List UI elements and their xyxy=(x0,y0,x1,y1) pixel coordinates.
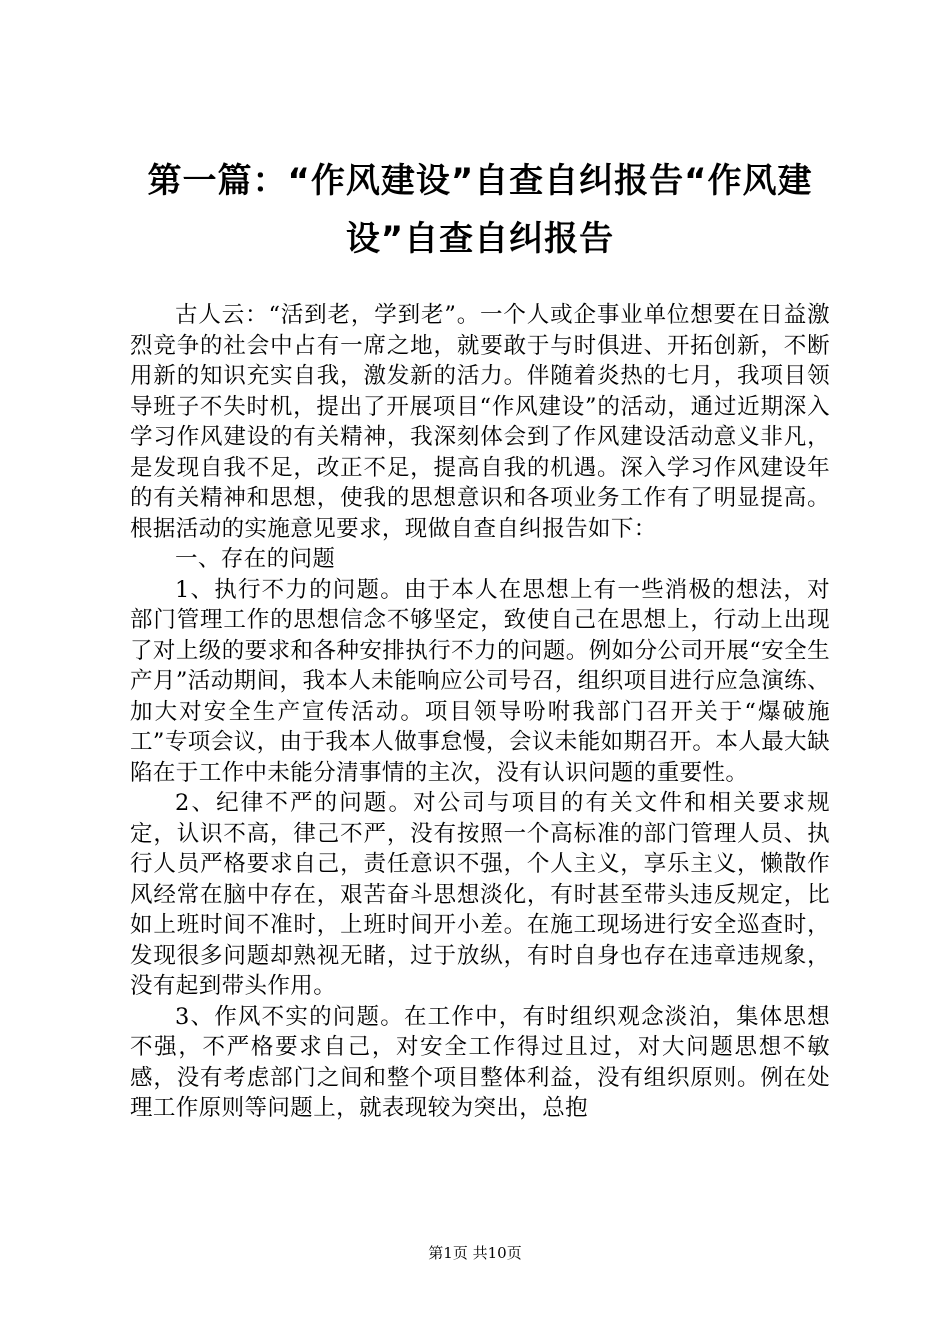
section-heading-problems: 一、存在的问题 xyxy=(175,546,336,572)
paragraph-intro: 古人云：“活到老，学到老”。一个人或企事业单位想要在日益激烈竞争的社会中占有一席之地，就要敢于与时俱进、开拓创新，不断用新的知识充实自我，激发新的活力。伴随着炎热的七月，我项目领导班子不失时机，提出了开展项目“作风建设”的活动，通过近期深入学习作风建设的有关精神，我深刻体会到了作风建设活动意义非凡，是发现自我不足，改正不足，提高自我的机遇。深入学习作风建设年的有关精神和思想，使我的思想意识和各项业务工作有了明显提高。根据活动的实施意见要求，现做自查自纠报告如下： xyxy=(130,302,830,542)
paragraph-problem-1: 1、执行不力的问题。由于本人在思想上有一些消极的想法，对部门管理工作的思想信念不够坚定，致使自己在思想上，行动上出现了对上级的要求和各种安排执行不力的问题。例如分公司开展“安全生产月”活动期间，我本人未能响应公司号召，组织项目进行应急演练、加大对安全生产宣传活动。项目领导吩咐我部门召开关于“爆破施工”专项会议，由于我本人做事怠慢，会议未能如期召开。本人最大缺陷在于工作中未能分清事情的主次，没有认识问题的重要性。 xyxy=(130,576,830,786)
page-number-footer: 第1页 共10页 xyxy=(428,1244,522,1262)
document-title: 第一篇：“作风建设”自查自纠报告“作风建设”自查自纠报告 xyxy=(147,161,813,259)
paragraph-problem-2: 2、纪律不严的问题。对公司与项目的有关文件和相关要求规定，认识不高，律己不严，没有按照一个高标准的部门管理人员、执行人员严格要求自己，责任意识不强，个人主义，享乐主义，懒散作风经常在脑中存在，艰苦奋斗思想淡化，有时甚至带头违反规定，比如上班时间不准时，上班时间开小差。在施工现场进行安全巡查时，发现很多问题却熟视无睹，过于放纵，有时自身也存在违章违规象，没有起到带头作用。 xyxy=(130,790,830,999)
paragraph-problem-3: 3、作风不实的问题。在工作中，有时组织观念淡泊，集体思想不强，不严格要求自己，对安全工作得过且过，对大问题思想不敏感，没有考虑部门之间和整个项目整体利益，没有组织原则。例在处理工作原则等问题上，就表现较为突出，总抱 xyxy=(130,1003,830,1121)
document-body xyxy=(130,300,830,1124)
